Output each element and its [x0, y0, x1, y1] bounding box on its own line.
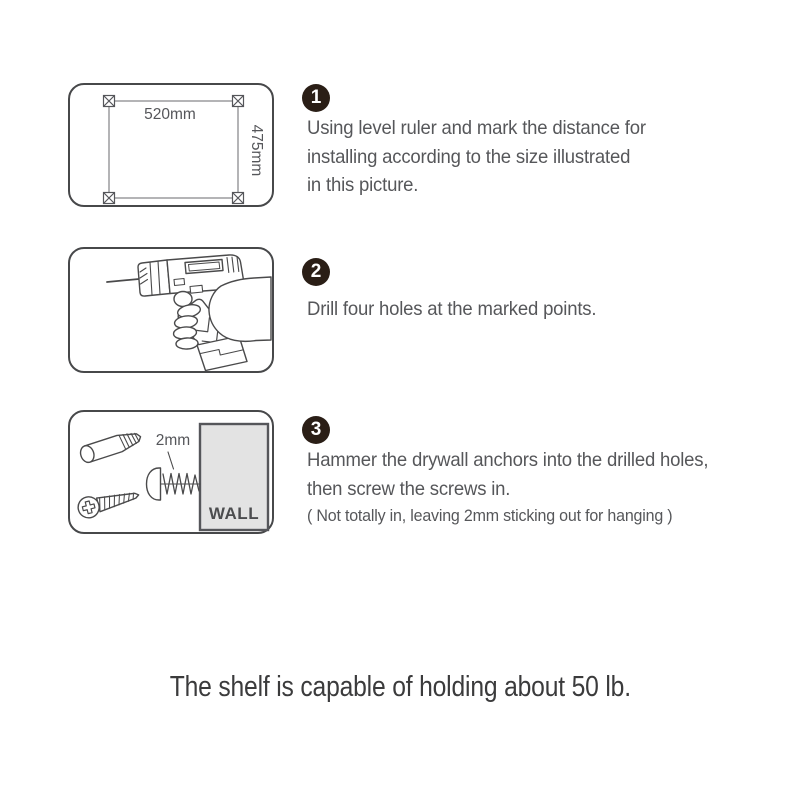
screw-in-wall-icon	[147, 468, 201, 500]
measurement-diagram	[70, 85, 272, 205]
drill-display	[185, 260, 223, 274]
dimension-leader-line	[168, 452, 174, 469]
step-1-text	[307, 114, 664, 200]
step-1-line-1: Using level ruler and mark the distance for	[307, 117, 646, 139]
screw-icon	[76, 485, 141, 520]
step-3-badge: 3	[302, 416, 330, 444]
step-1-line-3: in this picture.	[307, 174, 419, 196]
step-1-illustration-panel	[68, 83, 274, 207]
wall-block	[200, 424, 268, 530]
shelf-capacity-caption	[0, 671, 800, 704]
step-3-line-1: Hammer the drywall anchors into the drilled holes,	[307, 449, 709, 471]
drill-in-hand-illustration	[70, 249, 272, 371]
shelf-capacity-text: The shelf is capable of holding about 50 lb.	[169, 671, 631, 703]
step-3-note: ( Not totally in, leaving 2mm sticking out for hanging )	[307, 507, 673, 525]
corner-mark-icon	[233, 193, 244, 204]
step-3-line-2: then screw the screws in.	[307, 477, 511, 500]
corner-mark-icon	[233, 96, 244, 107]
width-dimension-label: 520mm	[144, 106, 196, 123]
height-dimension-label: 475mm	[248, 124, 265, 177]
step-3-text	[307, 446, 729, 503]
corner-mark-icon	[104, 193, 115, 204]
drill-bit	[107, 279, 139, 282]
step-2-line-1: Drill four holes at the marked points.	[307, 298, 597, 320]
gap-dimension-label: 2mm	[155, 432, 191, 449]
step-1-badge: 1	[302, 84, 330, 112]
step-2-text	[307, 295, 612, 324]
drill-chuck	[138, 260, 170, 296]
corner-mark-icon	[104, 96, 115, 107]
drywall-anchor-icon	[78, 429, 143, 464]
step-2-badge: 2	[302, 258, 330, 286]
step-1-line-2: installing according to the size illustrated	[307, 145, 631, 168]
anchor-screw-wall-illustration	[70, 412, 272, 532]
wall-label: WALL	[208, 504, 260, 523]
step-2-illustration-panel	[68, 247, 274, 373]
step-3-illustration-panel	[68, 410, 274, 534]
